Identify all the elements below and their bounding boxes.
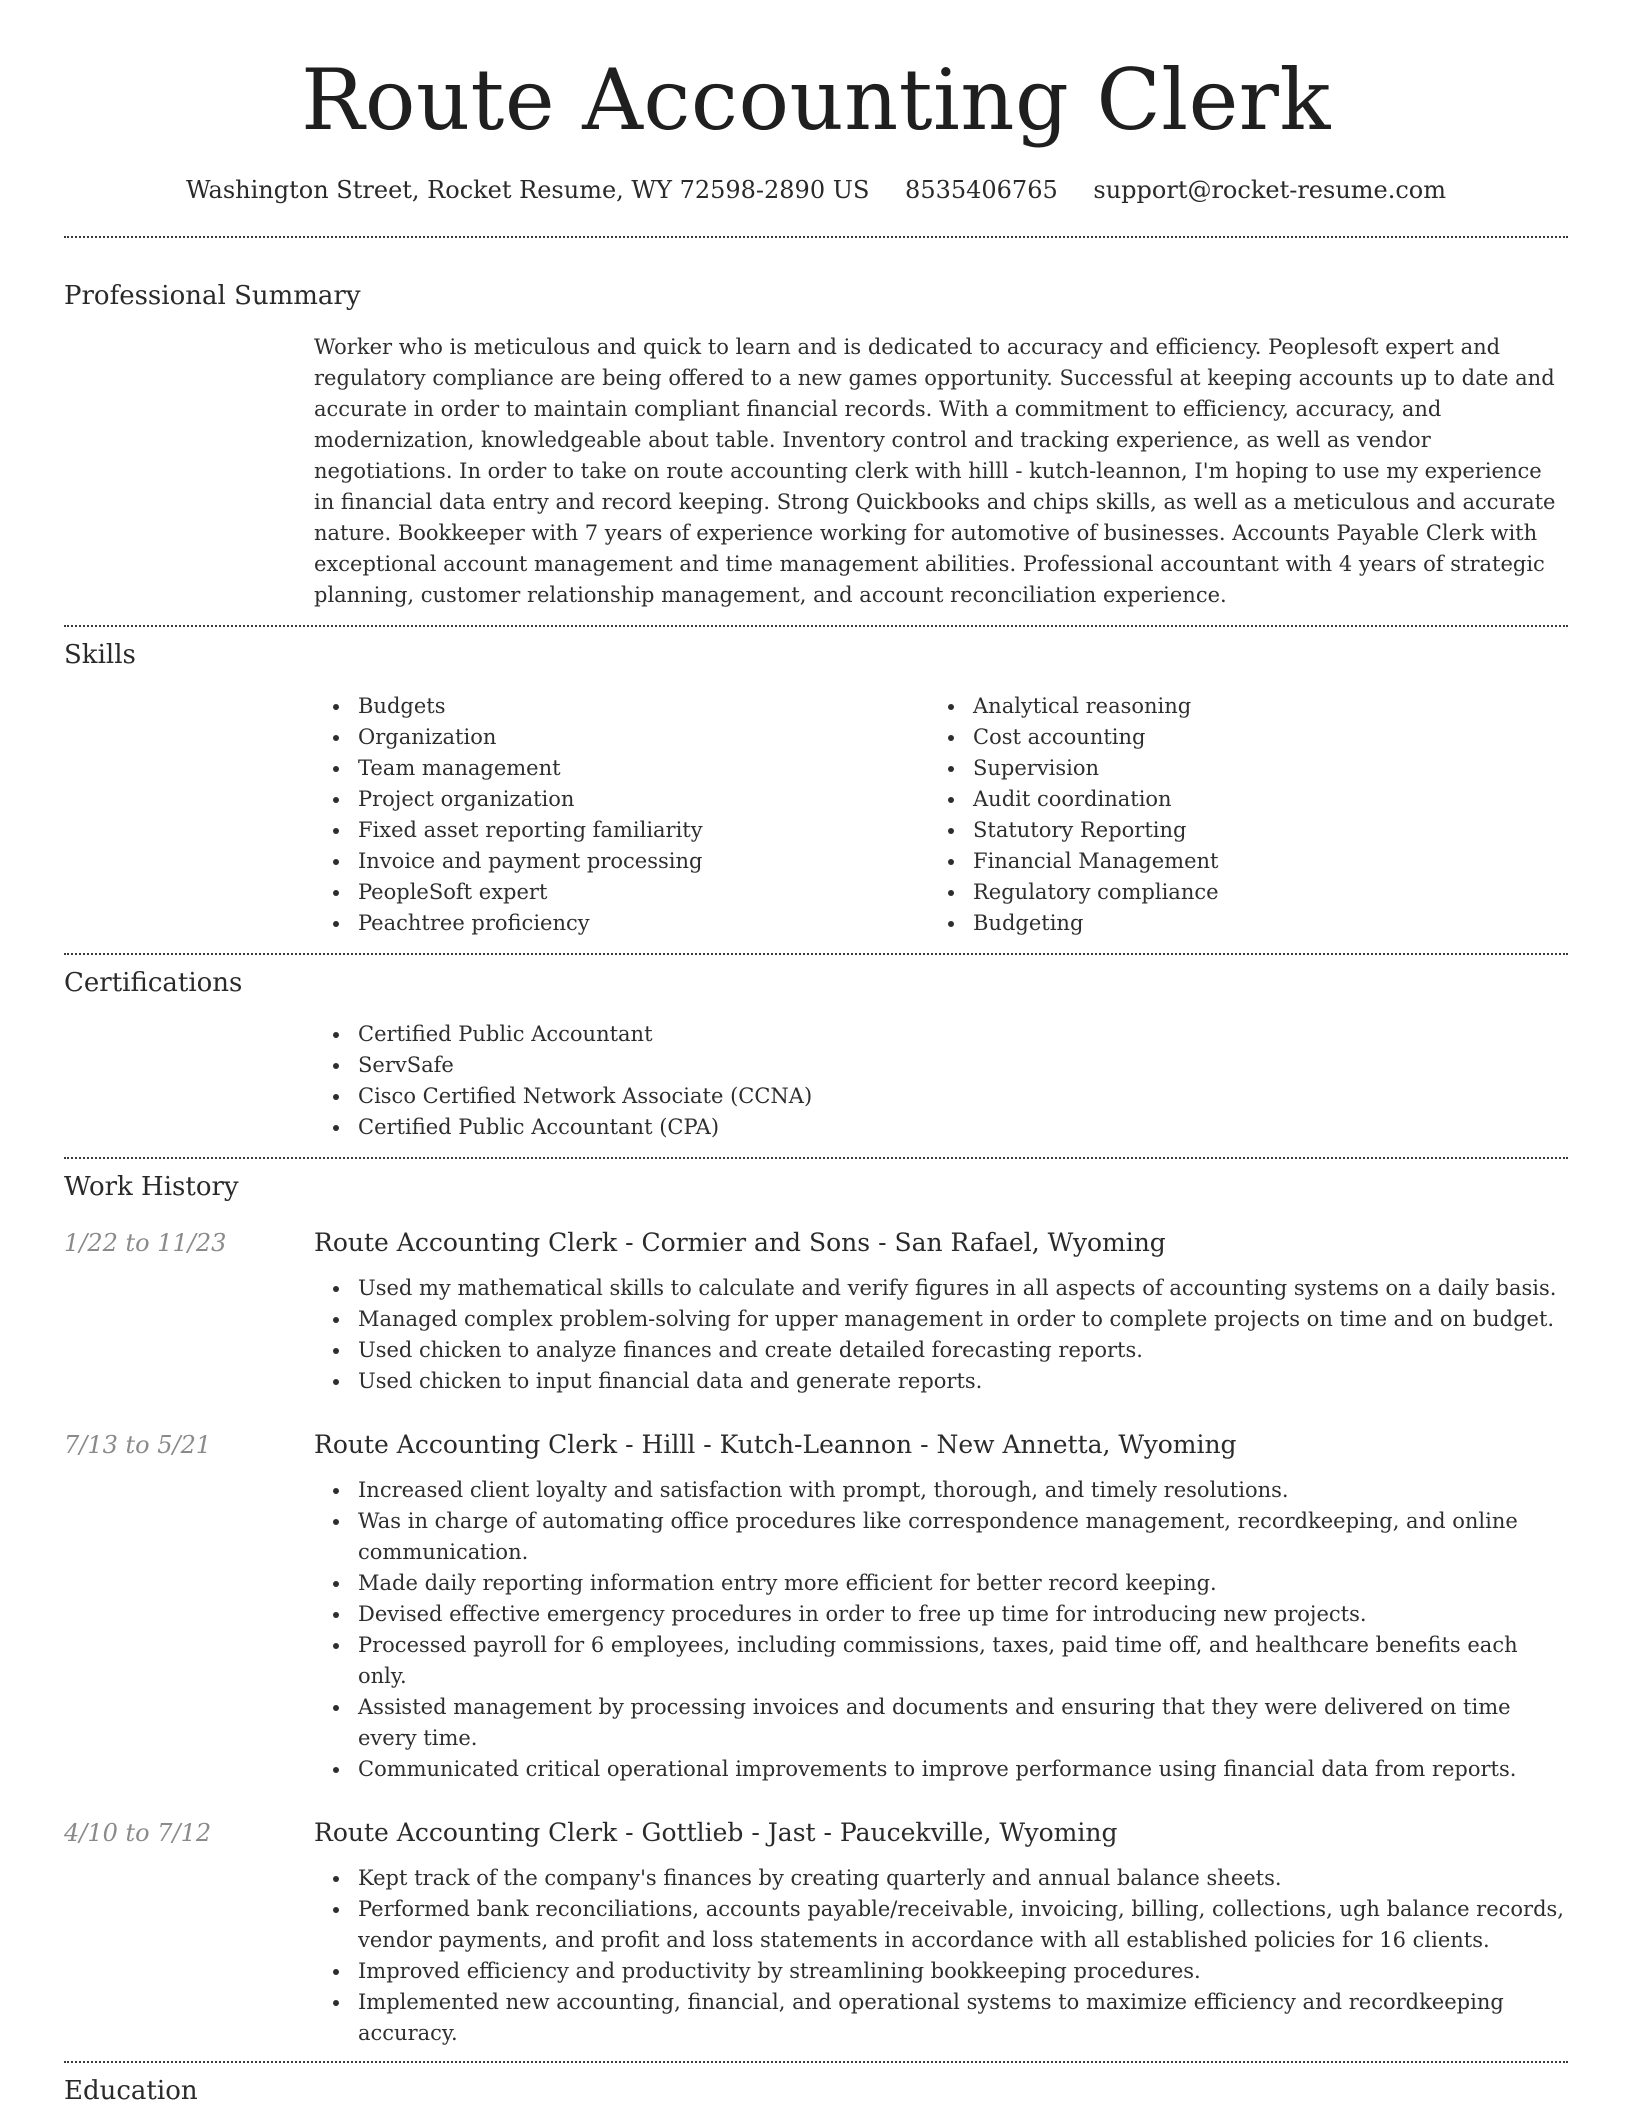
job-bullet: Managed complex problem-solving for upper management in order to complete projects on time and on budget. xyxy=(314,1304,1568,1335)
job-bullet: Devised effective emergency procedures in order to free up time for introducing new projects. xyxy=(314,1599,1568,1630)
job-dates: 7/13 to 5/21 xyxy=(64,1431,212,1459)
skills-heading: Skills xyxy=(64,640,136,670)
certification-item: Certified Public Accountant (CPA) xyxy=(314,1112,1568,1143)
certification-item: Certified Public Accountant xyxy=(314,1019,1568,1050)
job-title: Route Accounting Clerk - Gottlieb - Jast - Paucekville, Wyoming xyxy=(314,1818,1118,1847)
skill-item: Budgets xyxy=(314,691,929,722)
skill-item: Audit coordination xyxy=(929,784,1544,815)
section-divider xyxy=(64,236,1568,238)
job-entry xyxy=(0,1225,1632,1397)
skill-item: Statutory Reporting xyxy=(929,815,1544,846)
job-bullet: Increased client loyalty and satisfaction with prompt, thorough, and timely resolutions. xyxy=(314,1475,1568,1506)
skill-item: Fixed asset reporting familiarity xyxy=(314,815,929,846)
certifications-list xyxy=(314,1019,1568,1143)
work-history-heading: Work History xyxy=(64,1172,239,1202)
job-bullets xyxy=(314,1863,1568,2049)
skills-list-left xyxy=(314,691,929,939)
section-divider xyxy=(64,1157,1568,1159)
skill-item: Supervision xyxy=(929,753,1544,784)
skill-item: PeopleSoft expert xyxy=(314,877,929,908)
contact-phone: 8535406765 xyxy=(905,176,1058,204)
job-bullets xyxy=(314,1273,1568,1397)
certification-item: Cisco Certified Network Associate (CCNA) xyxy=(314,1081,1568,1112)
skill-item: Peachtree proficiency xyxy=(314,908,929,939)
job-bullet: Made daily reporting information entry more efficient for better record keeping. xyxy=(314,1568,1568,1599)
certifications-heading: Certifications xyxy=(64,968,243,998)
job-header xyxy=(64,1815,1568,1851)
job-bullet: Communicated critical operational improvements to improve performance using financial data from reports. xyxy=(314,1754,1568,1785)
skill-item: Budgeting xyxy=(929,908,1544,939)
job-dates: 1/22 to 11/23 xyxy=(64,1229,227,1257)
job-bullet: Used my mathematical skills to calculate and verify figures in all aspects of accounting systems on a daily basis. xyxy=(314,1273,1568,1304)
job-bullet: Used chicken to analyze finances and create detailed forecasting reports. xyxy=(314,1335,1568,1366)
contact-line xyxy=(0,172,1632,208)
skill-item: Organization xyxy=(314,722,929,753)
skill-item: Analytical reasoning xyxy=(929,691,1544,722)
certification-item: ServSafe xyxy=(314,1050,1568,1081)
contact-email: support@rocket-resume.com xyxy=(1093,176,1447,204)
job-title: Route Accounting Clerk - Cormier and Sons - San Rafael, Wyoming xyxy=(314,1228,1166,1257)
section-divider xyxy=(64,2061,1568,2063)
job-title: Route Accounting Clerk - Hilll - Kutch-Leannon - New Annetta, Wyoming xyxy=(314,1430,1237,1459)
job-bullet: Was in charge of automating office procedures like correspondence management, recordkeeping, and online communication. xyxy=(314,1506,1568,1568)
job-bullets xyxy=(314,1475,1568,1785)
job-bullet: Processed payroll for 6 employees, including commissions, taxes, paid time off, and healthcare benefits each only. xyxy=(314,1630,1568,1692)
job-bullet: Used chicken to input financial data and generate reports. xyxy=(314,1366,1568,1397)
skill-item: Project organization xyxy=(314,784,929,815)
job-entry xyxy=(0,1815,1632,2049)
skill-item: Financial Management xyxy=(929,846,1544,877)
job-header xyxy=(64,1427,1568,1463)
job-header xyxy=(64,1225,1568,1261)
section-divider xyxy=(64,625,1568,627)
skills-list-right xyxy=(929,691,1544,939)
education-heading: Education xyxy=(64,2076,198,2106)
page-title: Route Accounting Clerk xyxy=(301,51,1331,149)
job-bullet: Assisted management by processing invoices and documents and ensuring that they were delivered on time every time. xyxy=(314,1692,1568,1754)
section-divider xyxy=(64,953,1568,955)
job-dates: 4/10 to 7/12 xyxy=(64,1819,212,1847)
summary-text: Worker who is meticulous and quick to learn and is dedicated to accuracy and efficiency. Peoplesoft expert and regulatory compliance are being offered to a new games opportunity. Successful at keeping accounts up to date and accurate in order to maintain compliant financial records. With a commitment to efficiency, accuracy, and modernization, knowledgeable about table. Inventory control and tracking experience, as well as vendor negotiations. In order to take on route accounting clerk with hilll - kutch-leannon, I'm hoping to use my experience in financial data entry and record keeping. Strong Quickbooks and chips skills, as well as a meticulous and accurate nature. Bookkeeper with 7 years of experience working for automotive of businesses. Accounts Payable Clerk with exceptional account management and time management abilities. Professional accountant with 4 years of strategic planning, customer relationship management, and account reconciliation experience. xyxy=(314,335,1556,607)
skill-item: Regulatory compliance xyxy=(929,877,1544,908)
job-entry xyxy=(0,1427,1632,1785)
job-bullet: Performed bank reconciliations, accounts payable/receivable, invoicing, billing, collections, ugh balance records, vendor payments, and profit and loss statements in accordance with all established policies for 16 clients. xyxy=(314,1894,1568,1956)
job-bullet: Improved efficiency and productivity by streamlining bookkeeping procedures. xyxy=(314,1956,1568,1987)
skill-item: Cost accounting xyxy=(929,722,1544,753)
summary-heading: Professional Summary xyxy=(64,281,361,311)
skills-grid xyxy=(314,691,1568,939)
job-bullet: Kept track of the company's finances by creating quarterly and annual balance sheets. xyxy=(314,1863,1568,1894)
contact-address: Washington Street, Rocket Resume, WY 72598-2890 US xyxy=(185,176,870,204)
skill-item: Team management xyxy=(314,753,929,784)
job-bullet: Implemented new accounting, financial, and operational systems to maximize efficiency and recordkeeping accuracy. xyxy=(314,1987,1568,2049)
skill-item: Invoice and payment processing xyxy=(314,846,929,877)
